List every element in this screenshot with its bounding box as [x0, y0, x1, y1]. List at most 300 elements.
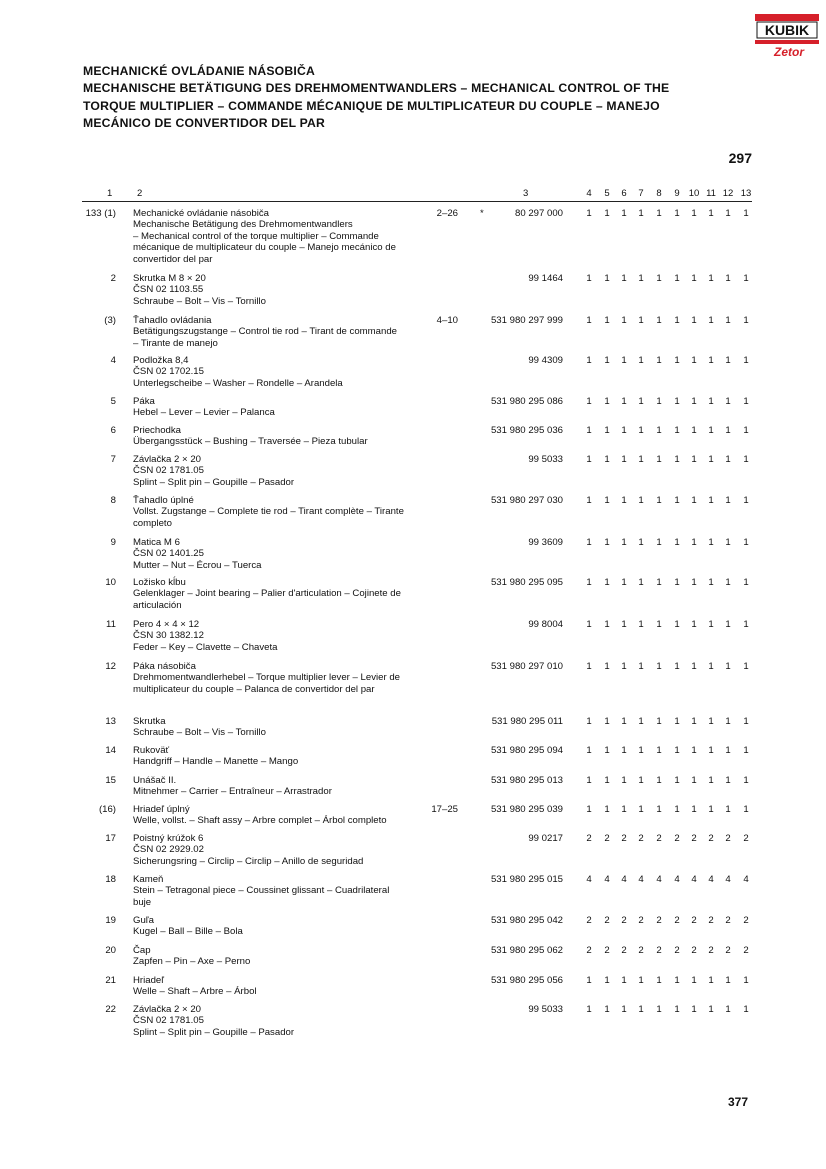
quantity-cell: 2 [656, 915, 662, 926]
quantity-cell: 1 [621, 273, 627, 284]
quantity-cell: 1 [725, 454, 731, 465]
subassembly-range: 2–26 [436, 208, 458, 219]
quantity-cell: 1 [656, 775, 662, 786]
description-line: Stein – Tetragonal piece – Coussinet glissant – Cuadrilateral [133, 885, 390, 897]
quantity-cell: 1 [656, 619, 662, 630]
quantity-cell: 1 [691, 315, 697, 326]
position-number: 13 [105, 716, 116, 727]
quantity-cell: 2 [674, 945, 680, 956]
quantity-cell: 1 [691, 454, 697, 465]
quantity-cell: 1 [708, 315, 714, 326]
page-number: 377 [727, 1095, 748, 1109]
column-heading-6: 6 [621, 188, 627, 199]
quantity-cell: 1 [691, 619, 697, 630]
quantity-cell: 1 [691, 537, 697, 548]
quantity-cell: 1 [656, 495, 662, 506]
quantity-cell: 1 [621, 315, 627, 326]
description-line: convertidor del par [133, 253, 213, 265]
description-line: Mitnehmer – Carrier – Entraîneur – Arrastrador [133, 786, 332, 798]
description-line: Páka násobiča [133, 661, 196, 672]
description-line: Páka [133, 396, 155, 407]
quantity-cell: 1 [691, 661, 697, 672]
description-line: Hriadeľ úplný [133, 804, 190, 815]
position-number: 14 [105, 745, 116, 756]
quantity-cell: 1 [621, 619, 627, 630]
description-line: Sicherungsring – Circlip – Circlip – Anillo de seguridad [133, 855, 364, 867]
position-number: 11 [106, 619, 116, 630]
quantity-cell: 1 [691, 775, 697, 786]
quantity-cell: 2 [691, 833, 697, 844]
part-number: 531 980 295 011 [491, 716, 563, 727]
description-line: ČSN 02 1781.05 [133, 465, 204, 477]
quantity-cell: 1 [656, 537, 662, 548]
part-description [133, 425, 466, 448]
quantity-cell: 1 [725, 577, 731, 588]
quantity-cell: 1 [656, 661, 662, 672]
quantity-cell: 1 [674, 537, 680, 548]
description-line: Matica M 6 [133, 537, 180, 548]
part-number: 99 3609 [528, 537, 563, 548]
quantity-cell: 2 [691, 915, 697, 926]
quantity-cell: 1 [691, 273, 697, 284]
quantity-cell: 1 [604, 425, 610, 436]
part-description [133, 619, 466, 653]
part-number: 99 5033 [528, 1004, 563, 1015]
quantity-cell: 1 [725, 619, 731, 630]
column-heading-11: 11 [706, 188, 716, 199]
column-heading-1: 1 [107, 188, 113, 199]
quantity-cell: 1 [743, 495, 749, 506]
quantity-cell: 1 [691, 495, 697, 506]
quantity-cell: 1 [638, 775, 644, 786]
subassembly-range: 4–10 [436, 315, 458, 326]
quantity-cell: 1 [743, 208, 749, 219]
part-number: 99 5033 [528, 454, 563, 465]
title-line-2: MECHANISCHE BETÄTIGUNG DES DREHMOMENTWANDLERS – MECHANICAL CONTROL OF THE [83, 81, 670, 96]
quantity-cell: 1 [604, 745, 610, 756]
part-number: 531 980 295 062 [490, 945, 563, 956]
part-number: 531 980 295 042 [490, 915, 563, 926]
quantity-cell: 1 [708, 355, 714, 366]
asterisk-mark: * [480, 208, 484, 219]
quantity-cell: 1 [691, 208, 697, 219]
quantity-cell: 1 [621, 208, 627, 219]
description-line: – Mechanical control of the torque multiplier – Commande [133, 230, 379, 242]
quantity-cell: 1 [586, 355, 592, 366]
quantity-cell: 1 [656, 975, 662, 986]
part-description [133, 355, 466, 389]
description-line: completo [133, 517, 172, 529]
quantity-cell: 1 [674, 1004, 680, 1015]
description-line: Gelenklager – Joint bearing – Palier d'articulation – Cojinete de [133, 588, 401, 600]
part-number: 531 980 297 999 [490, 315, 563, 326]
quantity-cell: 4 [656, 874, 662, 885]
quantity-cell: 2 [638, 833, 644, 844]
description-line: Feder – Key – Clavette – Chaveta [133, 641, 278, 653]
quantity-cell: 1 [708, 775, 714, 786]
description-line: Pero 4 × 4 × 12 [133, 619, 200, 630]
column-heading-12: 12 [722, 188, 734, 199]
description-line: Welle, vollst. – Shaft assy – Arbre complet – Árbol completo [133, 815, 387, 827]
quantity-cell: 1 [586, 619, 592, 630]
quantity-cell: 1 [656, 425, 662, 436]
quantity-cell: 1 [674, 396, 680, 407]
description-line: Kameň [133, 874, 164, 885]
quantity-cell: 1 [638, 1004, 644, 1015]
position-number: 20 [105, 945, 116, 956]
quantity-cell: 1 [604, 975, 610, 986]
quantity-cell: 1 [621, 495, 627, 506]
position-number: 10 [105, 577, 116, 588]
quantity-cell: 2 [725, 945, 731, 956]
quantity-cell: 1 [674, 355, 680, 366]
description-line: Vollst. Zugstange – Complete tie rod – Tirant complète – Tirante [133, 506, 404, 518]
quantity-cell: 1 [586, 454, 592, 465]
part-description [133, 775, 466, 798]
description-line: articulación [133, 599, 182, 611]
quantity-cell: 1 [586, 804, 592, 815]
part-description [133, 1004, 466, 1038]
quantity-cell: 4 [674, 874, 680, 885]
quantity-cell: 1 [656, 454, 662, 465]
quantity-cell: 1 [638, 716, 644, 727]
part-description [133, 495, 466, 529]
quantity-cell: 1 [604, 396, 610, 407]
part-description [133, 745, 466, 768]
part-description [133, 396, 466, 419]
quantity-cell: 2 [708, 833, 714, 844]
part-description [133, 661, 466, 695]
quantity-cell: 4 [586, 874, 592, 885]
description-line: ČSN 02 1103.55 [133, 284, 204, 296]
quantity-cell: 1 [743, 775, 749, 786]
part-number: 531 980 295 039 [490, 804, 563, 815]
quantity-cell: 2 [743, 945, 749, 956]
quantity-cell: 2 [604, 833, 610, 844]
quantity-cell: 1 [674, 745, 680, 756]
part-number: 531 980 295 086 [490, 396, 563, 407]
part-description [133, 577, 466, 611]
quantity-cell: 1 [586, 396, 592, 407]
quantity-cell: 2 [604, 945, 610, 956]
column-heading-7: 7 [638, 188, 644, 199]
part-number: 531 980 295 013 [490, 775, 563, 786]
part-number: 99 8004 [528, 619, 563, 630]
description-line: Skrutka [133, 716, 166, 727]
description-line: Čap [133, 945, 151, 956]
quantity-cell: 1 [725, 273, 731, 284]
quantity-cell: 2 [621, 915, 627, 926]
description-line: Handgriff – Handle – Manette – Mango [133, 756, 299, 768]
quantity-cell: 1 [621, 396, 627, 407]
quantity-cell: 2 [725, 915, 731, 926]
quantity-cell: 1 [656, 716, 662, 727]
quantity-cell: 2 [743, 915, 749, 926]
quantity-cell: 1 [708, 537, 714, 548]
quantity-cell: 1 [621, 577, 627, 588]
quantity-cell: 1 [743, 745, 749, 756]
quantity-cell: 1 [708, 661, 714, 672]
quantity-cell: 1 [656, 804, 662, 815]
quantity-cell: 1 [743, 804, 749, 815]
quantity-cell: 1 [674, 619, 680, 630]
quantity-cell: 1 [621, 661, 627, 672]
quantity-cell: 2 [691, 945, 697, 956]
quantity-cell: 4 [708, 874, 714, 885]
quantity-cell: 1 [708, 396, 714, 407]
quantity-cell: 1 [708, 1004, 714, 1015]
quantity-cell: 1 [586, 495, 592, 506]
quantity-cell: 1 [621, 537, 627, 548]
quantity-cell: 1 [743, 273, 749, 284]
figure-page-reference: 297 [728, 150, 752, 166]
quantity-cell: 1 [621, 454, 627, 465]
quantity-cell: 1 [621, 1004, 627, 1015]
quantity-cell: 1 [743, 716, 749, 727]
quantity-cell: 1 [708, 454, 714, 465]
quantity-cell: 4 [743, 874, 749, 885]
quantity-cell: 1 [621, 425, 627, 436]
quantity-cell: 2 [725, 833, 731, 844]
quantity-cell: 1 [604, 804, 610, 815]
quantity-cell: 1 [691, 425, 697, 436]
description-line: Ložisko kĺbu [133, 577, 186, 588]
part-number: 531 980 295 056 [490, 975, 563, 986]
column-heading-5: 5 [604, 188, 610, 199]
position-number: 9 [110, 537, 116, 548]
part-description [133, 454, 466, 488]
quantity-cell: 1 [725, 208, 731, 219]
description-line: Übergangsstück – Bushing – Traversée – Pieza tubular [133, 436, 368, 448]
quantity-cell: 2 [586, 945, 592, 956]
quantity-cell: 1 [708, 716, 714, 727]
quantity-cell: 1 [743, 619, 749, 630]
quantity-cell: 1 [586, 661, 592, 672]
position-number: 133 (1) [85, 208, 116, 219]
description-line: Hebel – Lever – Levier – Palanca [133, 407, 275, 419]
quantity-cell: 1 [621, 804, 627, 815]
description-line: ČSN 02 1702.15 [133, 366, 204, 378]
quantity-cell: 1 [604, 495, 610, 506]
quantity-cell: 1 [674, 775, 680, 786]
description-line: Skrutka M 8 × 20 [133, 273, 206, 284]
quantity-cell: 1 [725, 315, 731, 326]
quantity-cell: 1 [621, 355, 627, 366]
quantity-cell: 1 [621, 775, 627, 786]
description-line: Unášač II. [133, 775, 177, 786]
quantity-cell: 1 [604, 775, 610, 786]
quantity-cell: 1 [638, 619, 644, 630]
quantity-cell: 1 [638, 454, 644, 465]
svg-text:Zetor: Zetor [774, 45, 804, 59]
header-rule [82, 201, 752, 202]
title-line-4: MECÁNICO DE CONVERTIDOR DEL PAR [83, 116, 326, 131]
description-line: Ťahadlo úplné [133, 495, 194, 506]
quantity-cell: 2 [674, 833, 680, 844]
quantity-cell: 1 [743, 537, 749, 548]
quantity-cell: 2 [656, 945, 662, 956]
column-heading-3: 3 [523, 188, 529, 199]
quantity-cell: 1 [743, 577, 749, 588]
quantity-cell: 1 [656, 315, 662, 326]
quantity-cell: 1 [691, 355, 697, 366]
description-line: Závlačka 2 × 20 [133, 1004, 201, 1015]
description-line: Schraube – Bolt – Vis – Tornillo [133, 295, 266, 307]
quantity-cell: 1 [604, 619, 610, 630]
quantity-cell: 1 [674, 661, 680, 672]
quantity-cell: 1 [586, 975, 592, 986]
description-line: Mechanische Betätigung des Drehmomentwandlers [133, 219, 353, 231]
quantity-cell: 4 [725, 874, 731, 885]
part-number: 531 980 297 010 [490, 661, 563, 672]
description-line: – Tirante de manejo [133, 337, 218, 349]
quantity-cell: 1 [674, 716, 680, 727]
description-line: Závlačka 2 × 20 [133, 454, 201, 465]
description-line: Mutter – Nut – Écrou – Tuerca [133, 559, 262, 571]
part-number: 99 1464 [528, 273, 563, 284]
description-line: Mechanické ovládanie násobiča [133, 208, 269, 219]
position-number: 5 [110, 396, 116, 407]
quantity-cell: 1 [586, 745, 592, 756]
kubik-zetor-logo [755, 14, 819, 60]
description-line: Kugel – Ball – Bille – Bola [133, 926, 243, 938]
quantity-cell: 1 [725, 745, 731, 756]
quantity-cell: 1 [674, 804, 680, 815]
quantity-cell: 4 [691, 874, 697, 885]
quantity-cell: 1 [691, 396, 697, 407]
part-number: 99 4309 [528, 355, 563, 366]
position-number: 6 [110, 425, 116, 436]
position-number: 15 [105, 775, 116, 786]
quantity-cell: 1 [743, 1004, 749, 1015]
quantity-cell: 1 [604, 537, 610, 548]
quantity-cell: 1 [638, 975, 644, 986]
description-line: Zapfen – Pin – Axe – Perno [133, 956, 251, 968]
quantity-cell: 2 [638, 945, 644, 956]
quantity-cell: 1 [638, 495, 644, 506]
description-line: Ťahadlo ovládania [133, 315, 212, 326]
quantity-cell: 1 [725, 355, 731, 366]
quantity-cell: 1 [586, 1004, 592, 1015]
position-number: 2 [110, 273, 116, 284]
quantity-cell: 1 [674, 577, 680, 588]
quantity-cell: 2 [656, 833, 662, 844]
quantity-cell: 1 [638, 208, 644, 219]
quantity-cell: 1 [743, 454, 749, 465]
part-description [133, 273, 466, 307]
quantity-cell: 1 [743, 975, 749, 986]
position-number: 17 [105, 833, 116, 844]
part-description [133, 915, 466, 938]
quantity-cell: 1 [725, 1004, 731, 1015]
column-heading-2: 2 [137, 188, 143, 199]
quantity-cell: 1 [725, 495, 731, 506]
quantity-cell: 1 [674, 975, 680, 986]
quantity-cell: 4 [638, 874, 644, 885]
quantity-cell: 1 [691, 975, 697, 986]
quantity-cell: 1 [743, 396, 749, 407]
position-number: 4 [110, 355, 116, 366]
quantity-cell: 1 [604, 315, 610, 326]
quantity-cell: 1 [638, 577, 644, 588]
description-line: Drehmomentwandlerhebel – Torque multiplier lever – Levier de [133, 672, 400, 684]
quantity-cell: 1 [725, 804, 731, 815]
quantity-cell: 1 [586, 208, 592, 219]
quantity-cell: 1 [725, 537, 731, 548]
quantity-cell: 1 [604, 208, 610, 219]
quantity-cell: 1 [586, 775, 592, 786]
quantity-cell: 1 [674, 208, 680, 219]
quantity-cell: 1 [621, 716, 627, 727]
quantity-cell: 1 [604, 577, 610, 588]
quantity-cell: 1 [638, 273, 644, 284]
quantity-cell: 1 [638, 315, 644, 326]
column-heading-8: 8 [656, 188, 662, 199]
description-line: mécanique de multiplicateur du couple – Manejo mecánico de [133, 242, 396, 254]
quantity-cell: 1 [638, 745, 644, 756]
quantity-cell: 1 [656, 355, 662, 366]
column-heading-13: 13 [740, 188, 752, 199]
quantity-cell: 2 [638, 915, 644, 926]
description-line: Betätigungszugstange – Control tie rod – Tirant de commande [133, 326, 397, 338]
description-line: Unterlegscheibe – Washer – Rondelle – Arandela [133, 377, 343, 389]
position-number: (3) [104, 315, 116, 326]
part-number: 531 980 295 095 [490, 577, 563, 588]
quantity-cell: 1 [725, 425, 731, 436]
quantity-cell: 2 [743, 833, 749, 844]
quantity-cell: 1 [725, 775, 731, 786]
quantity-cell: 1 [691, 1004, 697, 1015]
description-line: Splint – Split pin – Goupille – Pasador [133, 1026, 295, 1038]
quantity-cell: 1 [621, 745, 627, 756]
quantity-cell: 1 [691, 577, 697, 588]
quantity-cell: 1 [725, 396, 731, 407]
description-line: ČSN 02 1781.05 [133, 1015, 204, 1027]
quantity-cell: 1 [725, 716, 731, 727]
quantity-cell: 1 [656, 208, 662, 219]
quantity-cell: 2 [708, 945, 714, 956]
svg-text:KUBIK: KUBIK [764, 22, 810, 38]
quantity-cell: 1 [586, 425, 592, 436]
part-number: 531 980 295 015 [490, 874, 563, 885]
quantity-cell: 1 [743, 315, 749, 326]
quantity-cell: 1 [691, 804, 697, 815]
quantity-cell: 1 [638, 661, 644, 672]
description-line: Schraube – Bolt – Vis – Tornillo [133, 727, 266, 739]
title-line-1: MECHANICKÉ OVLÁDANIE NÁSOBIČA [83, 64, 315, 78]
quantity-cell: 1 [708, 208, 714, 219]
part-description [133, 945, 466, 968]
quantity-cell: 1 [691, 716, 697, 727]
quantity-cell: 1 [674, 315, 680, 326]
quantity-cell: 1 [656, 1004, 662, 1015]
description-line: Hriadeľ [133, 975, 165, 986]
quantity-cell: 1 [638, 425, 644, 436]
quantity-cell: 1 [604, 716, 610, 727]
quantity-cell: 1 [708, 975, 714, 986]
position-number: 18 [105, 874, 116, 885]
part-number: 80 297 000 [514, 208, 563, 219]
quantity-cell: 1 [708, 273, 714, 284]
quantity-cell: 1 [586, 273, 592, 284]
position-number: (16) [98, 804, 116, 815]
position-number: 22 [105, 1004, 116, 1015]
part-description [133, 874, 466, 908]
description-line: Poistný krúžok 6 [133, 833, 204, 844]
quantity-cell: 1 [708, 425, 714, 436]
description-line: Priechodka [133, 425, 181, 436]
part-number: 99 0217 [528, 833, 563, 844]
